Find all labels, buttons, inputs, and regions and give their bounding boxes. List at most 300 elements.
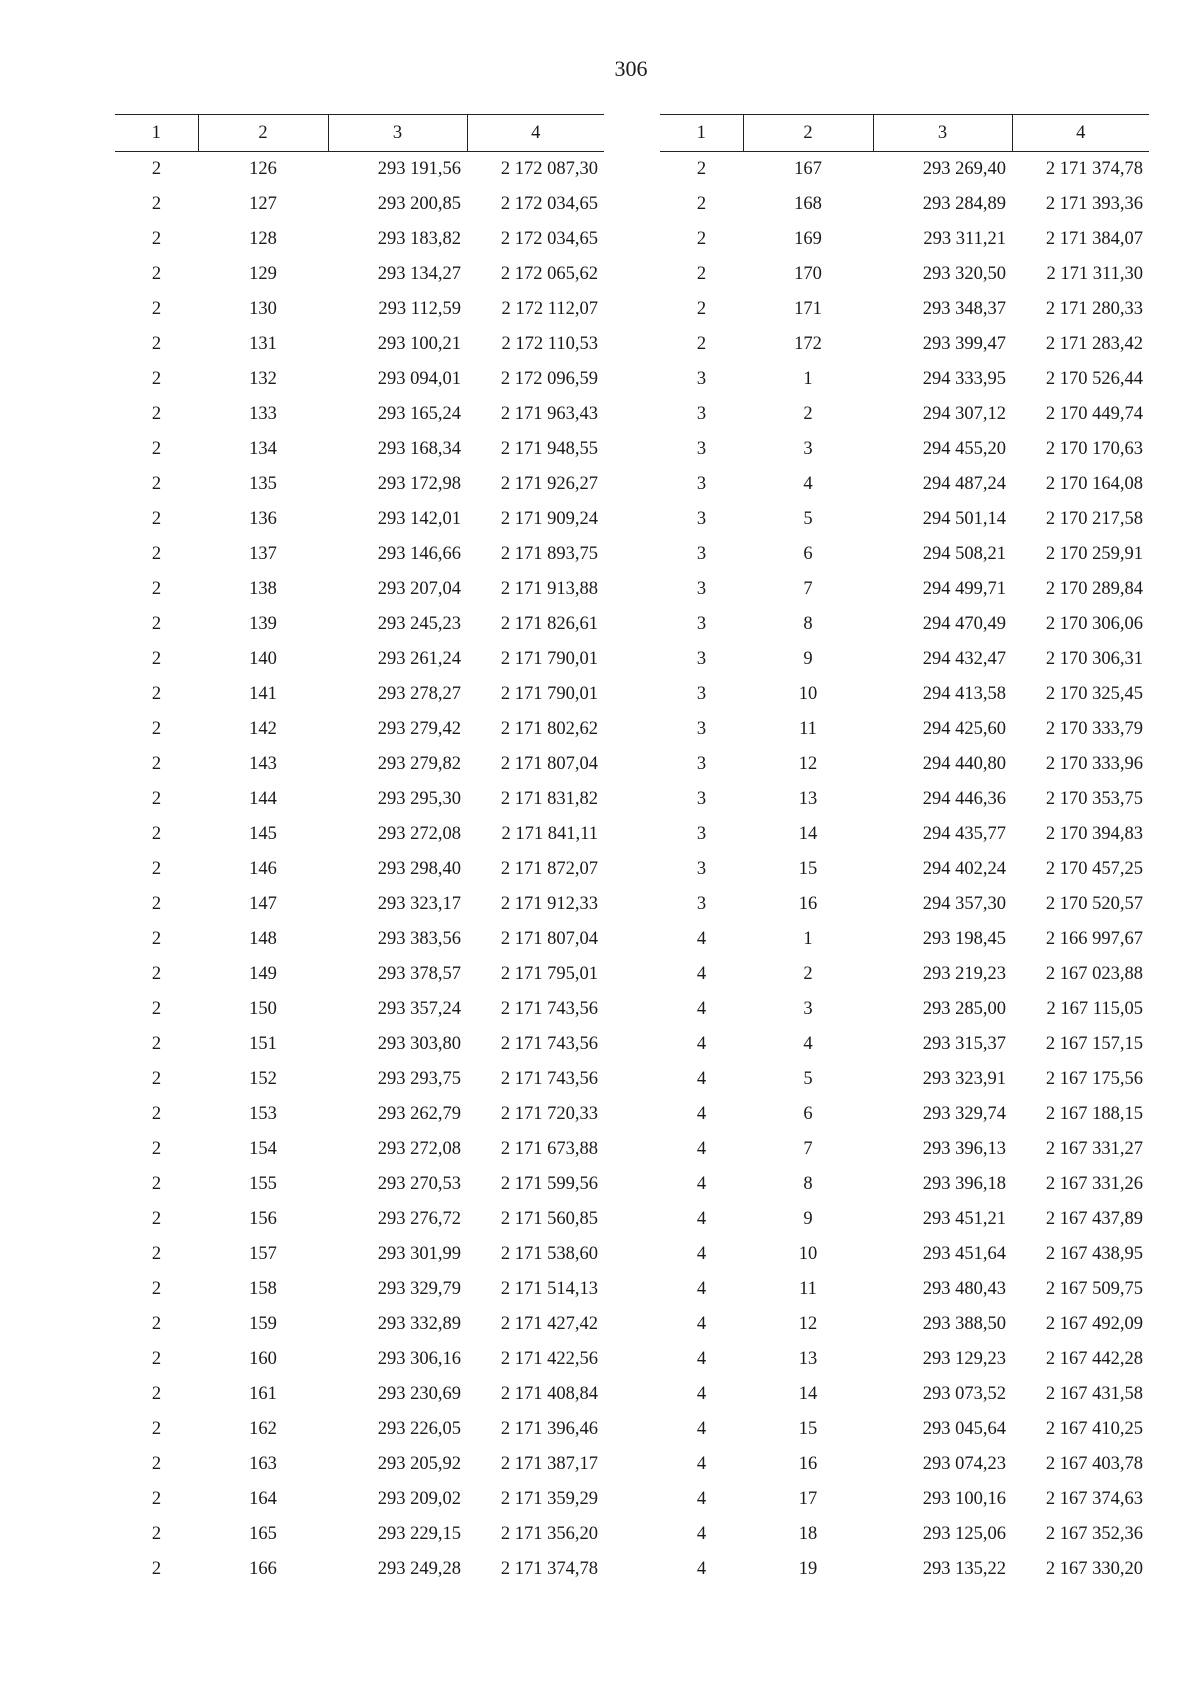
table-row bbox=[660, 292, 1149, 327]
table-row bbox=[660, 1237, 1149, 1272]
table-cell: 15 bbox=[798, 1419, 818, 1439]
table-cell: 2 bbox=[151, 404, 162, 424]
table-cell: 3 bbox=[803, 439, 813, 459]
table-cell: 18 bbox=[798, 1524, 818, 1544]
table-cell: 294 425,60 bbox=[922, 719, 1006, 739]
table-cell: 293 229,15 bbox=[377, 1524, 461, 1544]
table-cell: 3 bbox=[696, 509, 707, 529]
table-cell: 2 bbox=[151, 719, 162, 739]
table-cell: 4 bbox=[696, 1489, 707, 1509]
table-cell: 2 170 449,74 bbox=[1045, 404, 1143, 424]
table-cell: 2 171 841,11 bbox=[501, 824, 598, 844]
table-cell: 2 bbox=[151, 1314, 162, 1334]
table-cell: 293 329,79 bbox=[377, 1279, 461, 1299]
table-cell: 2 171 913,88 bbox=[500, 579, 598, 599]
table-cell: 2 bbox=[151, 1419, 162, 1439]
table-cell: 3 bbox=[696, 614, 707, 634]
table-cell: 2 bbox=[151, 789, 162, 809]
table-row bbox=[115, 747, 604, 782]
table-cell: 293 383,56 bbox=[377, 929, 461, 949]
table-cell: 136 bbox=[249, 509, 277, 529]
table-cell: 15 bbox=[798, 859, 818, 879]
table-cell: 2 167 410,25 bbox=[1045, 1419, 1143, 1439]
table-cell: 3 bbox=[696, 579, 707, 599]
table-cell: 293 094,01 bbox=[377, 369, 461, 389]
table-cell: 4 bbox=[696, 1279, 707, 1299]
table-cell: 2 171 802,62 bbox=[500, 719, 598, 739]
column-header: 1 bbox=[660, 115, 743, 152]
table-row bbox=[660, 152, 1149, 188]
table-cell: 293 285,00 bbox=[922, 999, 1006, 1019]
table-cell: 2 bbox=[151, 754, 162, 774]
table-cell: 134 bbox=[249, 439, 277, 459]
table-cell: 2 171 807,04 bbox=[500, 929, 598, 949]
table-cell: 293 045,64 bbox=[922, 1419, 1006, 1439]
table-row bbox=[660, 502, 1149, 537]
table-row bbox=[660, 572, 1149, 607]
table-cell: 293 357,24 bbox=[377, 999, 461, 1019]
table-cell: 294 402,24 bbox=[922, 859, 1006, 879]
table-cell: 4 bbox=[696, 964, 707, 984]
table-cell: 2 170 520,57 bbox=[1045, 894, 1143, 914]
table-cell: 2 171 427,42 bbox=[500, 1314, 598, 1334]
table-cell: 2 bbox=[151, 579, 162, 599]
table-cell: 2 170 170,63 bbox=[1045, 439, 1143, 459]
table-cell: 2 167 438,95 bbox=[1045, 1244, 1143, 1264]
table-cell: 293 146,66 bbox=[377, 544, 461, 564]
table-row bbox=[115, 327, 604, 362]
table-cell: 145 bbox=[249, 824, 277, 844]
table-row bbox=[115, 992, 604, 1027]
table-cell: 16 bbox=[798, 1454, 818, 1474]
table-cell: 4 bbox=[803, 1034, 813, 1054]
table-row bbox=[660, 1132, 1149, 1167]
table-row bbox=[115, 887, 604, 922]
table-cell: 293 200,85 bbox=[377, 194, 461, 214]
table-cell: 2 170 289,84 bbox=[1045, 579, 1143, 599]
table-row bbox=[660, 712, 1149, 747]
column-header: 4 bbox=[1012, 115, 1149, 152]
table-cell: 293 226,05 bbox=[377, 1419, 461, 1439]
table-cell: 7 bbox=[803, 1139, 813, 1159]
table-cell: 157 bbox=[249, 1244, 277, 1264]
table-cell: 4 bbox=[696, 1139, 707, 1159]
table-cell: 2 bbox=[151, 1384, 162, 1404]
column-header: 4 bbox=[467, 115, 604, 152]
table-cell: 293 219,23 bbox=[922, 964, 1006, 984]
table-cell: 159 bbox=[249, 1314, 277, 1334]
table-cell: 142 bbox=[249, 719, 277, 739]
page-number: 306 bbox=[614, 56, 648, 81]
table-row bbox=[660, 1552, 1149, 1587]
table-cell: 2 171 387,17 bbox=[500, 1454, 598, 1474]
table-cell: 2 172 110,53 bbox=[501, 334, 598, 354]
table-row bbox=[115, 642, 604, 677]
table-cell: 2 167 175,56 bbox=[1045, 1069, 1143, 1089]
table-cell: 13 bbox=[798, 1349, 818, 1369]
table-cell: 2 167 331,27 bbox=[1045, 1139, 1143, 1159]
table-cell: 2 bbox=[151, 509, 162, 529]
table-cell: 137 bbox=[249, 544, 277, 564]
table-cell: 293 272,08 bbox=[377, 824, 461, 844]
table-cell: 293 270,53 bbox=[377, 1174, 461, 1194]
table-cell: 3 bbox=[803, 999, 813, 1019]
table-cell: 135 bbox=[249, 474, 277, 494]
table-cell: 6 bbox=[803, 544, 813, 564]
table-cell: 126 bbox=[249, 159, 277, 179]
table-row bbox=[115, 1517, 604, 1552]
table-cell: 293 261,24 bbox=[377, 649, 461, 669]
table-cell: 4 bbox=[696, 1104, 707, 1124]
table-row bbox=[115, 607, 604, 642]
table-cell: 293 205,92 bbox=[377, 1454, 461, 1474]
table-cell: 160 bbox=[249, 1349, 277, 1369]
table-cell: 293 100,21 bbox=[377, 334, 461, 354]
table-cell: 2 bbox=[151, 929, 162, 949]
table-row bbox=[115, 957, 604, 992]
table-cell: 131 bbox=[249, 334, 277, 354]
table-cell: 2 171 790,01 bbox=[500, 649, 598, 669]
table-row bbox=[115, 537, 604, 572]
table-cell: 171 bbox=[794, 299, 822, 319]
table-cell: 2 171 912,33 bbox=[500, 894, 598, 914]
table-row bbox=[660, 1377, 1149, 1412]
table-row bbox=[660, 1482, 1149, 1517]
table-row bbox=[115, 852, 604, 887]
table-cell: 293 451,64 bbox=[922, 1244, 1006, 1264]
table-cell: 2 171 283,42 bbox=[1045, 334, 1143, 354]
table-cell: 2 bbox=[151, 1524, 162, 1544]
table-cell: 293 183,82 bbox=[377, 229, 461, 249]
table-cell: 2 170 306,31 bbox=[1045, 649, 1143, 669]
table-cell: 2 166 997,67 bbox=[1045, 929, 1143, 949]
table-cell: 2 171 393,36 bbox=[1045, 194, 1143, 214]
table-cell: 1 bbox=[803, 369, 813, 389]
table-cell: 4 bbox=[696, 1349, 707, 1369]
table-cell: 2 167 431,58 bbox=[1045, 1384, 1143, 1404]
table-cell: 293 396,18 bbox=[922, 1174, 1006, 1194]
table-cell: 132 bbox=[249, 369, 277, 389]
table-cell: 2 bbox=[151, 614, 162, 634]
table-cell: 2 bbox=[151, 369, 162, 389]
table-cell: 2 167 437,89 bbox=[1045, 1209, 1143, 1229]
table-cell: 3 bbox=[696, 439, 707, 459]
table-cell: 293 298,40 bbox=[377, 859, 461, 879]
table-row bbox=[660, 432, 1149, 467]
table-cell: 3 bbox=[696, 649, 707, 669]
table-row bbox=[660, 1062, 1149, 1097]
table-row bbox=[660, 1307, 1149, 1342]
table-cell: 293 135,22 bbox=[922, 1559, 1006, 1579]
table-cell: 161 bbox=[249, 1384, 277, 1404]
table-cell: 2 171 311,30 bbox=[1046, 264, 1143, 284]
table-cell: 293 399,47 bbox=[922, 334, 1006, 354]
table-cell: 154 bbox=[249, 1139, 277, 1159]
table-row bbox=[660, 187, 1149, 222]
table-cell: 2 171 743,56 bbox=[500, 1034, 598, 1054]
table-row bbox=[660, 362, 1149, 397]
table-cell: 293 272,08 bbox=[377, 1139, 461, 1159]
table-row bbox=[660, 607, 1149, 642]
table-cell: 2 171 831,82 bbox=[500, 789, 598, 809]
table-cell: 293 191,56 bbox=[377, 159, 461, 179]
table-row bbox=[115, 1377, 604, 1412]
table-row bbox=[660, 1027, 1149, 1062]
table-cell: 3 bbox=[696, 684, 707, 704]
table-cell: 147 bbox=[249, 894, 277, 914]
table-cell: 2 bbox=[151, 544, 162, 564]
table-row bbox=[115, 257, 604, 292]
table-cell: 293 262,79 bbox=[377, 1104, 461, 1124]
table-cell: 2 170 353,75 bbox=[1045, 789, 1143, 809]
table-cell: 4 bbox=[696, 1419, 707, 1439]
table-cell: 2 171 963,43 bbox=[500, 404, 598, 424]
table-row bbox=[115, 1412, 604, 1447]
table-cell: 11 bbox=[799, 1279, 817, 1299]
table-cell: 2 bbox=[151, 159, 162, 179]
table-cell: 164 bbox=[249, 1489, 277, 1509]
table-cell: 2 171 743,56 bbox=[500, 999, 598, 1019]
table-header-row bbox=[660, 115, 1149, 152]
table-cell: 2 171 396,46 bbox=[500, 1419, 598, 1439]
table-row bbox=[660, 1167, 1149, 1202]
table-cell: 293 348,37 bbox=[922, 299, 1006, 319]
table-cell: 146 bbox=[249, 859, 277, 879]
table-cell: 2 bbox=[151, 859, 162, 879]
table-row bbox=[115, 467, 604, 502]
table-cell: 294 333,95 bbox=[922, 369, 1006, 389]
table-cell: 293 209,02 bbox=[377, 1489, 461, 1509]
table-row bbox=[660, 747, 1149, 782]
table-cell: 3 bbox=[696, 369, 707, 389]
table-cell: 294 508,21 bbox=[922, 544, 1006, 564]
table-cell: 293 074,23 bbox=[922, 1454, 1006, 1474]
table-cell: 2 bbox=[151, 684, 162, 704]
table-cell: 152 bbox=[249, 1069, 277, 1089]
table-cell: 293 172,98 bbox=[377, 474, 461, 494]
table-cell: 2 bbox=[696, 264, 707, 284]
table-cell: 2 bbox=[151, 1559, 162, 1579]
table-row bbox=[115, 292, 604, 327]
table-cell: 293 311,21 bbox=[923, 229, 1006, 249]
table-cell: 10 bbox=[798, 1244, 818, 1264]
table-cell: 2 171 948,55 bbox=[500, 439, 598, 459]
table-cell: 2 bbox=[151, 1139, 162, 1159]
table-cell: 293 269,40 bbox=[922, 159, 1006, 179]
table-cell: 129 bbox=[249, 264, 277, 284]
table-cell: 2 bbox=[151, 299, 162, 319]
table-cell: 293 278,27 bbox=[377, 684, 461, 704]
table-header-row bbox=[115, 115, 604, 152]
table-row bbox=[660, 222, 1149, 257]
table-row bbox=[115, 187, 604, 222]
table-row bbox=[115, 1132, 604, 1167]
table-cell: 2 bbox=[151, 194, 162, 214]
table-cell: 2 bbox=[696, 194, 707, 214]
table-cell: 4 bbox=[696, 929, 707, 949]
table-cell: 2 171 893,75 bbox=[500, 544, 598, 564]
table-cell: 3 bbox=[696, 789, 707, 809]
table-cell: 153 bbox=[249, 1104, 277, 1124]
table-cell: 2 171 599,56 bbox=[500, 1174, 598, 1194]
table-cell: 9 bbox=[803, 649, 813, 669]
table-cell: 128 bbox=[249, 229, 277, 249]
table-cell: 2 172 034,65 bbox=[500, 194, 598, 214]
table-row bbox=[115, 677, 604, 712]
table-cell: 150 bbox=[249, 999, 277, 1019]
table-cell: 2 171 356,20 bbox=[500, 1524, 598, 1544]
table-row bbox=[660, 1517, 1149, 1552]
table-cell: 170 bbox=[794, 264, 822, 284]
table-cell: 8 bbox=[803, 614, 813, 634]
table-row bbox=[660, 887, 1149, 922]
table-cell: 2 bbox=[151, 1244, 162, 1264]
table-cell: 167 bbox=[794, 159, 822, 179]
table-cell: 294 357,30 bbox=[922, 894, 1006, 914]
table-cell: 140 bbox=[249, 649, 277, 669]
table-cell: 4 bbox=[696, 1069, 707, 1089]
table-cell: 2 171 538,60 bbox=[500, 1244, 598, 1264]
table-row bbox=[115, 572, 604, 607]
table-cell: 2 167 330,20 bbox=[1045, 1559, 1143, 1579]
table-cell: 2 170 164,08 bbox=[1045, 474, 1143, 494]
table-cell: 12 bbox=[798, 754, 818, 774]
table-cell: 2 172 087,30 bbox=[500, 159, 598, 179]
table-cell: 3 bbox=[696, 544, 707, 564]
table-cell: 293 245,23 bbox=[377, 614, 461, 634]
table-row bbox=[115, 1272, 604, 1307]
table-cell: 2 170 394,83 bbox=[1045, 824, 1143, 844]
table-row bbox=[115, 1482, 604, 1517]
table-cell: 4 bbox=[696, 999, 707, 1019]
table-row bbox=[115, 712, 604, 747]
table-cell: 4 bbox=[696, 1174, 707, 1194]
table-cell: 130 bbox=[249, 299, 277, 319]
table-cell: 144 bbox=[249, 789, 277, 809]
table-cell: 293 451,21 bbox=[922, 1209, 1006, 1229]
table-cell: 2 167 492,09 bbox=[1045, 1314, 1143, 1334]
table-cell: 2 171 384,07 bbox=[1045, 229, 1143, 249]
table-cell: 293 230,69 bbox=[377, 1384, 461, 1404]
table-cell: 4 bbox=[696, 1524, 707, 1544]
table-cell: 166 bbox=[249, 1559, 277, 1579]
table-cell: 293 279,42 bbox=[377, 719, 461, 739]
table-cell: 4 bbox=[696, 1559, 707, 1579]
table-row bbox=[660, 642, 1149, 677]
table-cell: 293 129,23 bbox=[922, 1349, 1006, 1369]
table-cell: 294 307,12 bbox=[922, 404, 1006, 424]
table-cell: 294 487,24 bbox=[922, 474, 1006, 494]
table-cell: 293 396,13 bbox=[922, 1139, 1006, 1159]
table-cell: 158 bbox=[249, 1279, 277, 1299]
table-row bbox=[115, 1447, 604, 1482]
table-cell: 293 329,74 bbox=[922, 1104, 1006, 1124]
table-cell: 293 293,75 bbox=[377, 1069, 461, 1089]
table-cell: 4 bbox=[696, 1454, 707, 1474]
table-cell: 168 bbox=[794, 194, 822, 214]
table-cell: 2 bbox=[151, 229, 162, 249]
table-cell: 293 480,43 bbox=[922, 1279, 1006, 1299]
table-row bbox=[660, 397, 1149, 432]
table-cell: 2 171 807,04 bbox=[500, 754, 598, 774]
column-header: 2 bbox=[743, 115, 873, 152]
table-cell: 2 171 280,33 bbox=[1045, 299, 1143, 319]
table-cell: 2 171 673,88 bbox=[500, 1139, 598, 1159]
table-cell: 294 470,49 bbox=[922, 614, 1006, 634]
table-cell: 2 171 909,24 bbox=[500, 509, 598, 529]
table-cell: 2 bbox=[696, 159, 707, 179]
table-cell: 2 bbox=[151, 999, 162, 1019]
table-cell: 162 bbox=[249, 1419, 277, 1439]
table-cell: 2 171 560,85 bbox=[500, 1209, 598, 1229]
table-cell: 2 167 115,05 bbox=[1046, 999, 1143, 1019]
table-cell: 2 bbox=[151, 1454, 162, 1474]
table-cell: 2 171 514,13 bbox=[500, 1279, 598, 1299]
table-cell: 293 073,52 bbox=[922, 1384, 1006, 1404]
table-row bbox=[115, 1062, 604, 1097]
table-body bbox=[660, 152, 1149, 1588]
table-cell: 2 bbox=[803, 404, 813, 424]
table-cell: 2 172 112,07 bbox=[501, 299, 598, 319]
table-row bbox=[115, 502, 604, 537]
table-cell: 2 bbox=[151, 1034, 162, 1054]
table-cell: 2 bbox=[696, 334, 707, 354]
table-cell: 2 167 352,36 bbox=[1045, 1524, 1143, 1544]
table-cell: 293 249,28 bbox=[377, 1559, 461, 1579]
table-cell: 2 172 065,62 bbox=[500, 264, 598, 284]
table-cell: 2 171 826,61 bbox=[500, 614, 598, 634]
table-cell: 169 bbox=[794, 229, 822, 249]
table-cell: 293 378,57 bbox=[377, 964, 461, 984]
table-cell: 2 171 795,01 bbox=[500, 964, 598, 984]
table-cell: 2 167 188,15 bbox=[1045, 1104, 1143, 1124]
table-cell: 1 bbox=[803, 929, 813, 949]
table-cell: 19 bbox=[798, 1559, 818, 1579]
table-cell: 163 bbox=[249, 1454, 277, 1474]
table-cell: 6 bbox=[803, 1104, 813, 1124]
table-cell: 3 bbox=[696, 754, 707, 774]
table-cell: 2 170 333,96 bbox=[1045, 754, 1143, 774]
table-cell: 5 bbox=[803, 509, 813, 529]
table-cell: 2 bbox=[151, 1489, 162, 1509]
table-cell: 2 170 325,45 bbox=[1045, 684, 1143, 704]
table-cell: 2 bbox=[151, 1069, 162, 1089]
table-cell: 143 bbox=[249, 754, 277, 774]
table-cell: 12 bbox=[798, 1314, 818, 1334]
column-header: 3 bbox=[328, 115, 467, 152]
table-row bbox=[660, 327, 1149, 362]
table-cell: 2 170 259,91 bbox=[1045, 544, 1143, 564]
table-cell: 2 171 359,29 bbox=[500, 1489, 598, 1509]
table-cell: 2 bbox=[151, 474, 162, 494]
table-cell: 172 bbox=[794, 334, 822, 354]
table-cell: 2 167 157,15 bbox=[1045, 1034, 1143, 1054]
table-cell: 293 168,34 bbox=[377, 439, 461, 459]
table-cell: 2 171 743,56 bbox=[500, 1069, 598, 1089]
table-cell: 2 171 790,01 bbox=[500, 684, 598, 704]
table-cell: 138 bbox=[249, 579, 277, 599]
table-row bbox=[660, 1412, 1149, 1447]
table-row bbox=[660, 257, 1149, 292]
table-cell: 149 bbox=[249, 964, 277, 984]
table-cell: 5 bbox=[803, 1069, 813, 1089]
table-cell: 3 bbox=[696, 859, 707, 879]
table-row bbox=[115, 1097, 604, 1132]
table-cell: 2 170 217,58 bbox=[1045, 509, 1143, 529]
table-cell: 2 170 457,25 bbox=[1045, 859, 1143, 879]
table-cell: 294 413,58 bbox=[922, 684, 1006, 704]
table-cell: 294 499,71 bbox=[922, 579, 1006, 599]
